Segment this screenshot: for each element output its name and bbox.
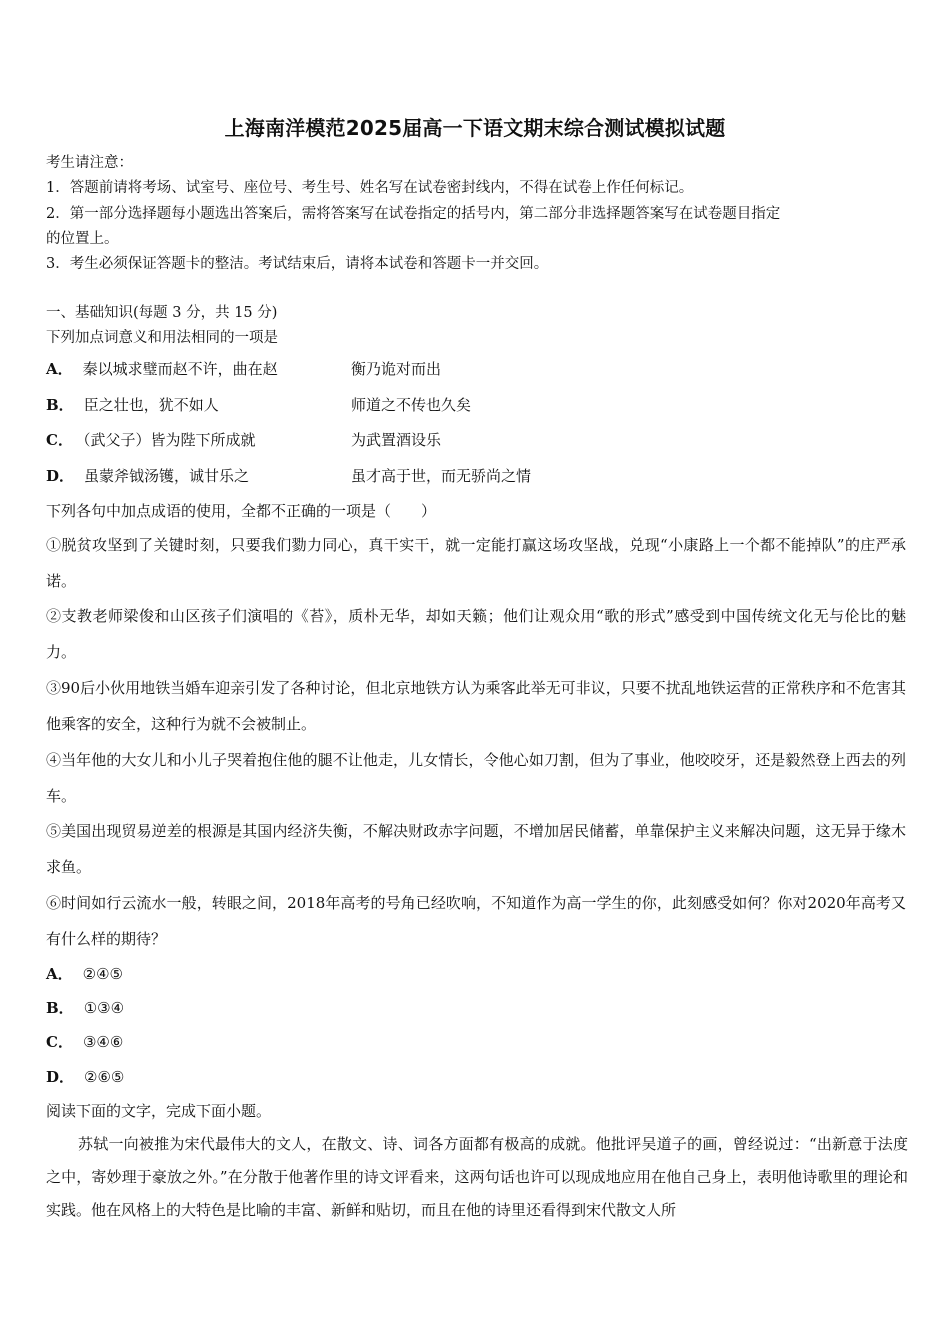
choice-text: ②⑥⑤ — [84, 1068, 125, 1086]
choice-text: ③④⑥ — [82, 1033, 124, 1051]
notice-heading: 考生请注意： — [46, 155, 133, 171]
option-right-text: 虽才高于世，而无骄尚之情 — [351, 467, 532, 485]
page-title: 上海南洋模范2025届高一下语文期末综合测试模拟试题 — [224, 116, 726, 140]
reading-passage-text: 苏轼一向被推为宋代最伟大的文人，在散文、诗、词各方面都有极高的成就。他批评吴道子的画，曾经说过：“出新意于法度之中，寄妙理于豪放之外。”在分散于他著作里的诗文评看来，这两句话也许可以现成地应用在他自己身上，表明他诗歌里的理论和实践。他在风格上的大特色是比喻的丰富、新鲜和贴切，而且在他的诗里还看得到宋代散文人所 — [46, 1135, 908, 1219]
notice-item: 2．第一部分选择题每小题选出答案后，需将答案写在试卷指定的括号内，第二部分非选择题答案写在试卷题目指定 — [46, 206, 781, 222]
notice-item: 的位置上。 — [46, 231, 119, 247]
reading-prompt: 阅读下面的文字，完成下面小题。 — [46, 1102, 272, 1120]
choice-letter: C． — [46, 1033, 73, 1051]
question-1-option-a — [46, 358, 442, 379]
question-2-sentence-5: ⑤美国出现贸易逆差的根源是其国内经济失衡，不解决财政赤字问题，不增加居民储蓄，单靠保护主义来解决问题，这无异于缘木求鱼。 — [46, 822, 906, 876]
option-letter: A． — [46, 360, 73, 378]
notice-item: 3．考生必须保证答题卡的整洁。考试结束后，请将本试卷和答题卡一并交回。 — [46, 256, 549, 272]
option-letter: C． — [46, 431, 73, 449]
option-left-text: 秦以城求璧而赵不许，曲在赵 — [82, 360, 278, 378]
choice-letter: D． — [46, 1068, 75, 1086]
question-2-sentence-6: ⑥时间如行云流水一般，转眼之间，2018年高考的号角已经吹响，不知道作为高一学生的你，此刻感受如何？你对2020年高考又有什么样的期待？ — [46, 894, 906, 948]
question-2-sentence-3: ③90后小伙用地铁当婚车迎亲引发了各种讨论，但北京地铁方认为乘客此举无可非议，只要不扰乱地铁运营的正常秩序和不危害其他乘客的安全，这种行为就不会被制止。 — [46, 679, 906, 733]
option-letter: D． — [46, 467, 75, 485]
reading-passage — [46, 1128, 908, 1227]
option-right-text: 为武置酒设乐 — [351, 431, 442, 449]
option-letter: B． — [46, 396, 74, 414]
option-left-text: 臣之壮也，犹不如人 — [83, 396, 219, 414]
option-left-text: （武父子）皆为陛下所成就 — [82, 431, 256, 449]
question-2-choice-b — [46, 997, 124, 1018]
section-heading: 一、基础知识(每题 3 分，共 15 分) — [46, 305, 278, 321]
question-1-option-d — [46, 465, 532, 486]
choice-text: ②④⑤ — [82, 965, 123, 983]
question-1-option-c — [46, 429, 442, 450]
question-1-stem: 下列加点词意义和用法相同的一项是 — [46, 330, 278, 346]
option-right-text: 师道之不传也久矣 — [351, 396, 472, 414]
choice-letter: B． — [46, 999, 74, 1017]
option-left-text: 虽蒙斧钺汤镬，诚甘乐之 — [84, 467, 250, 485]
question-2-sentence-1: ①脱贫攻坚到了关键时刻，只要我们勠力同心，真干实干，就一定能打赢这场攻坚战，兑现“小康路上一个都不能掉队”的庄严承诺。 — [46, 536, 906, 590]
notice-item: 1．答题前请将考场、试室号、座位号、考生号、姓名写在试卷密封线内，不得在试卷上作任何标记。 — [46, 180, 694, 196]
question-2-sentence-4: ④当年他的大女儿和小儿子哭着抱住他的腿不让他走，儿女情长，令他心如刀割，但为了事业，他咬咬牙，还是毅然登上西去的列车。 — [46, 751, 906, 805]
question-1-option-b — [46, 394, 472, 415]
question-2-stem: 下列各句中加点成语的使用，全都不正确的一项是（ ） — [46, 502, 437, 520]
choice-text: ①③④ — [83, 999, 125, 1017]
question-2-choice-d — [46, 1066, 124, 1087]
choice-letter: A． — [46, 965, 73, 983]
question-2-choice-a — [46, 963, 123, 984]
question-2-sentence-2: ②支教老师梁俊和山区孩子们演唱的《苔》，质朴无华，却如天籁；他们让观众用“歌的形式”感受到中国传统文化无与伦比的魅力。 — [46, 607, 906, 661]
option-right-text: 衡乃诡对而出 — [351, 360, 442, 378]
question-2-choice-c — [46, 1031, 123, 1052]
